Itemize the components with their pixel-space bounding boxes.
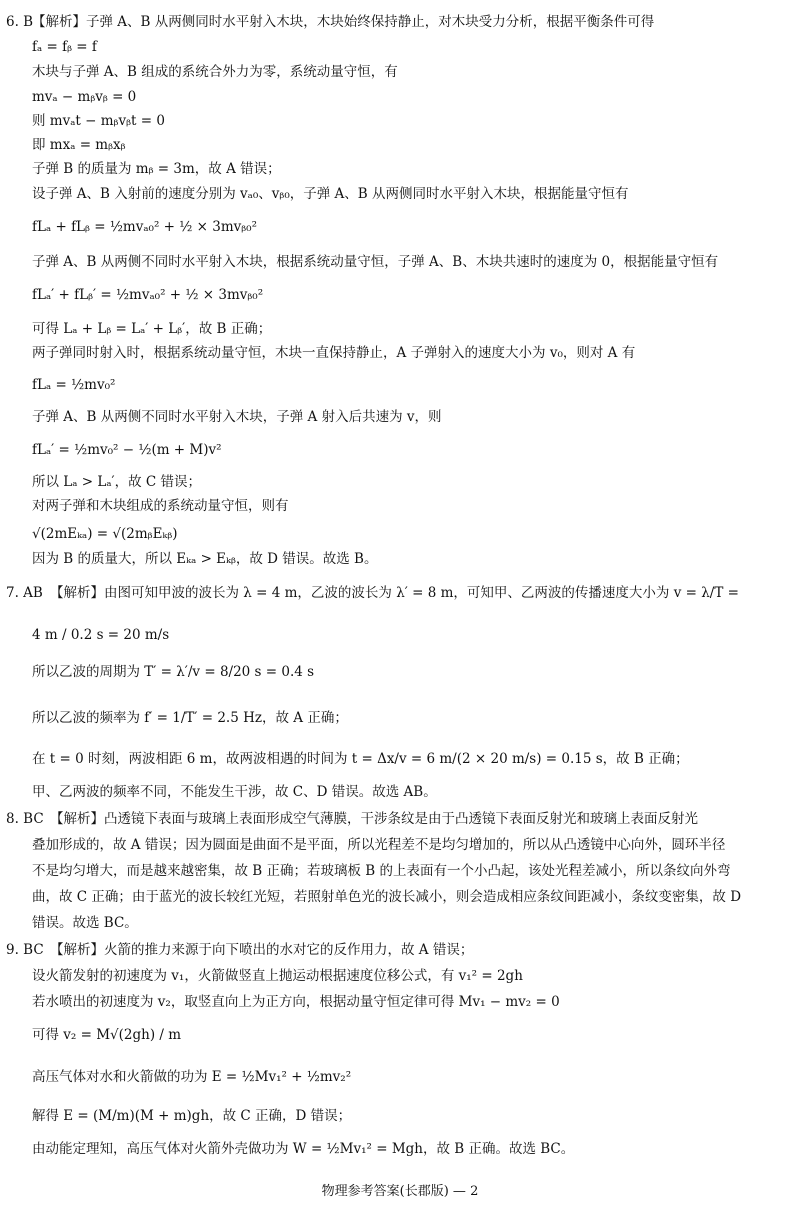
- q6-line: 子弹 A、B 从两侧不同时水平射入木块，子弹 A 射入后共速为 v，则: [32, 409, 442, 425]
- q6-line: fₐ = fᵦ = f: [32, 39, 97, 55]
- q6-number: 6. B: [6, 14, 34, 30]
- q6-line: fLₐ + fLᵦ = ½mvₐ₀² + ½ × 3mvᵦ₀²: [32, 219, 257, 235]
- q9-line: 可得 v₂ = M√(2gh) / m: [32, 1027, 182, 1043]
- q6-line: 则 mvₐt − mᵦvᵦt = 0: [32, 113, 165, 129]
- q7-line: 所以乙波的频率为 f′ = 1/T′ = 2.5 Hz，故 A 正确；: [32, 710, 348, 726]
- q8-line: 错误。故选 BC。: [32, 915, 138, 931]
- q9-line: 若水喷出的初速度为 v₂，取竖直向上为正方向，根据动量守恒定律可得 Mv₁ − mv₂ = 0: [32, 994, 560, 1010]
- q9-line: 【解析】火箭的推力来源于向下喷出的水对它的反作用力，故 A 错误；: [50, 942, 474, 958]
- q9-line: 设火箭发射的初速度为 v₁，火箭做竖直上抛运动根据速度位移公式，有 v₁² = 2gh: [32, 968, 523, 984]
- q6-line: 【解析】子弹 A、B 从两侧同时水平射入木块，木块始终保持静止，对木块受力分析，根据平衡条件可得: [32, 14, 655, 30]
- q8-number: 8. BC: [6, 811, 44, 827]
- q8-line: 叠加形成的，故 A 错误；因为圆面是曲面不是平面，所以光程差不是均匀增加的，所以从凸透镜中心向外，圆环半径: [32, 837, 726, 853]
- q6-line: 子弹 A、B 从两侧不同时水平射入木块，根据系统动量守恒，子弹 A、B、木块共速时的速度为 0，根据能量守恒有: [32, 254, 719, 270]
- q7-line: 4 m / 0.2 s = 20 m/s: [32, 627, 170, 643]
- q8-line: 【解析】凸透镜下表面与玻璃上表面形成空气薄膜，干涉条纹是由于凸透镜下表面反射光和玻璃上表面反射光: [50, 811, 698, 827]
- q6-line: 因为 B 的质量大，所以 Eₖₐ > Eₖᵦ，故 D 错误。故选 B。: [32, 551, 378, 567]
- q6-line: fLₐ′ = ½mv₀² − ½(m + M)v²: [32, 442, 222, 458]
- q9-line: 解得 E = (M/m)(M + m)gh，故 C 正确，D 错误；: [32, 1108, 352, 1124]
- q7-line: 在 t = 0 时刻，两波相距 6 m，故两波相遇的时间为 t = Δx/v = 6 m/(2 × 20 m/s) = 0.15 s，故 B 正确；: [32, 751, 689, 767]
- q6-line: fLₐ = ½mv₀²: [32, 377, 116, 393]
- q6-line: 即 mxₐ = mᵦxᵦ: [32, 137, 126, 153]
- q6-line: 子弹 B 的质量为 mᵦ = 3m，故 A 错误；: [32, 161, 281, 177]
- q7-line: 甲、乙两波的频率不同，不能发生干涉，故 C、D 错误。故选 AB。: [32, 784, 437, 800]
- q6-line: 木块与子弹 A、B 组成的系统合外力为零，系统动量守恒，有: [32, 64, 398, 80]
- q6-line: mvₐ − mᵦvᵦ = 0: [32, 89, 137, 105]
- q8-line: 不是均匀增大，而是越来越密集，故 B 正确；若玻璃板 B 的上表面有一个小凸起，该处光程差减小，所以条纹向外弯: [32, 863, 731, 879]
- q6-line: 两子弹同时射入时，根据系统动量守恒，木块一直保持静止，A 子弹射入的速度大小为 v₀，则对 A 有: [32, 345, 636, 361]
- q6-line: 设子弹 A、B 入射前的速度分别为 vₐ₀、vᵦ₀，子弹 A、B 从两侧同时水平射入木块，根据能量守恒有: [32, 186, 629, 202]
- q8-line: 曲，故 C 正确；由于蓝光的波长较红光短，若照射单色光的波长减小，则会造成相应条纹间距减小，条纹变密集，故 D: [32, 889, 742, 905]
- q7-line: 【解析】由图可知甲波的波长为 λ = 4 m，乙波的波长为 λ′ = 8 m，可知甲、乙两波的传播速度大小为 v = λ/T =: [50, 585, 739, 601]
- q6-line: 可得 Lₐ + Lᵦ = Lₐ′ + Lᵦ′，故 B 正确；: [32, 321, 272, 337]
- q7-line: 所以乙波的周期为 T′ = λ′/v = 8/20 s = 0.4 s: [32, 664, 315, 680]
- page-footer: 物理参考答案(长郡版) — 2: [321, 1184, 479, 1199]
- q6-line: 对两子弹和木块组成的系统动量守恒，则有: [32, 498, 289, 514]
- q6-line: fLₐ′ + fLᵦ′ = ½mvₐ₀² + ½ × 3mvᵦ₀²: [32, 287, 264, 303]
- q6-line: 所以 Lₐ > Lₐ′，故 C 错误；: [32, 474, 202, 490]
- q9-number: 9. BC: [6, 942, 44, 958]
- q7-number: 7. AB: [6, 585, 43, 601]
- q9-line: 高压气体对水和火箭做的功为 E = ½Mv₁² + ½mv₂²: [32, 1069, 352, 1085]
- q6-line: √(2mEₖₐ) = √(2mᵦEₖᵦ): [32, 526, 178, 542]
- q9-line: 由动能定理知，高压气体对火箭外壳做功为 W = ½Mv₁² = Mgh，故 B 正确。故选 BC。: [32, 1141, 575, 1157]
